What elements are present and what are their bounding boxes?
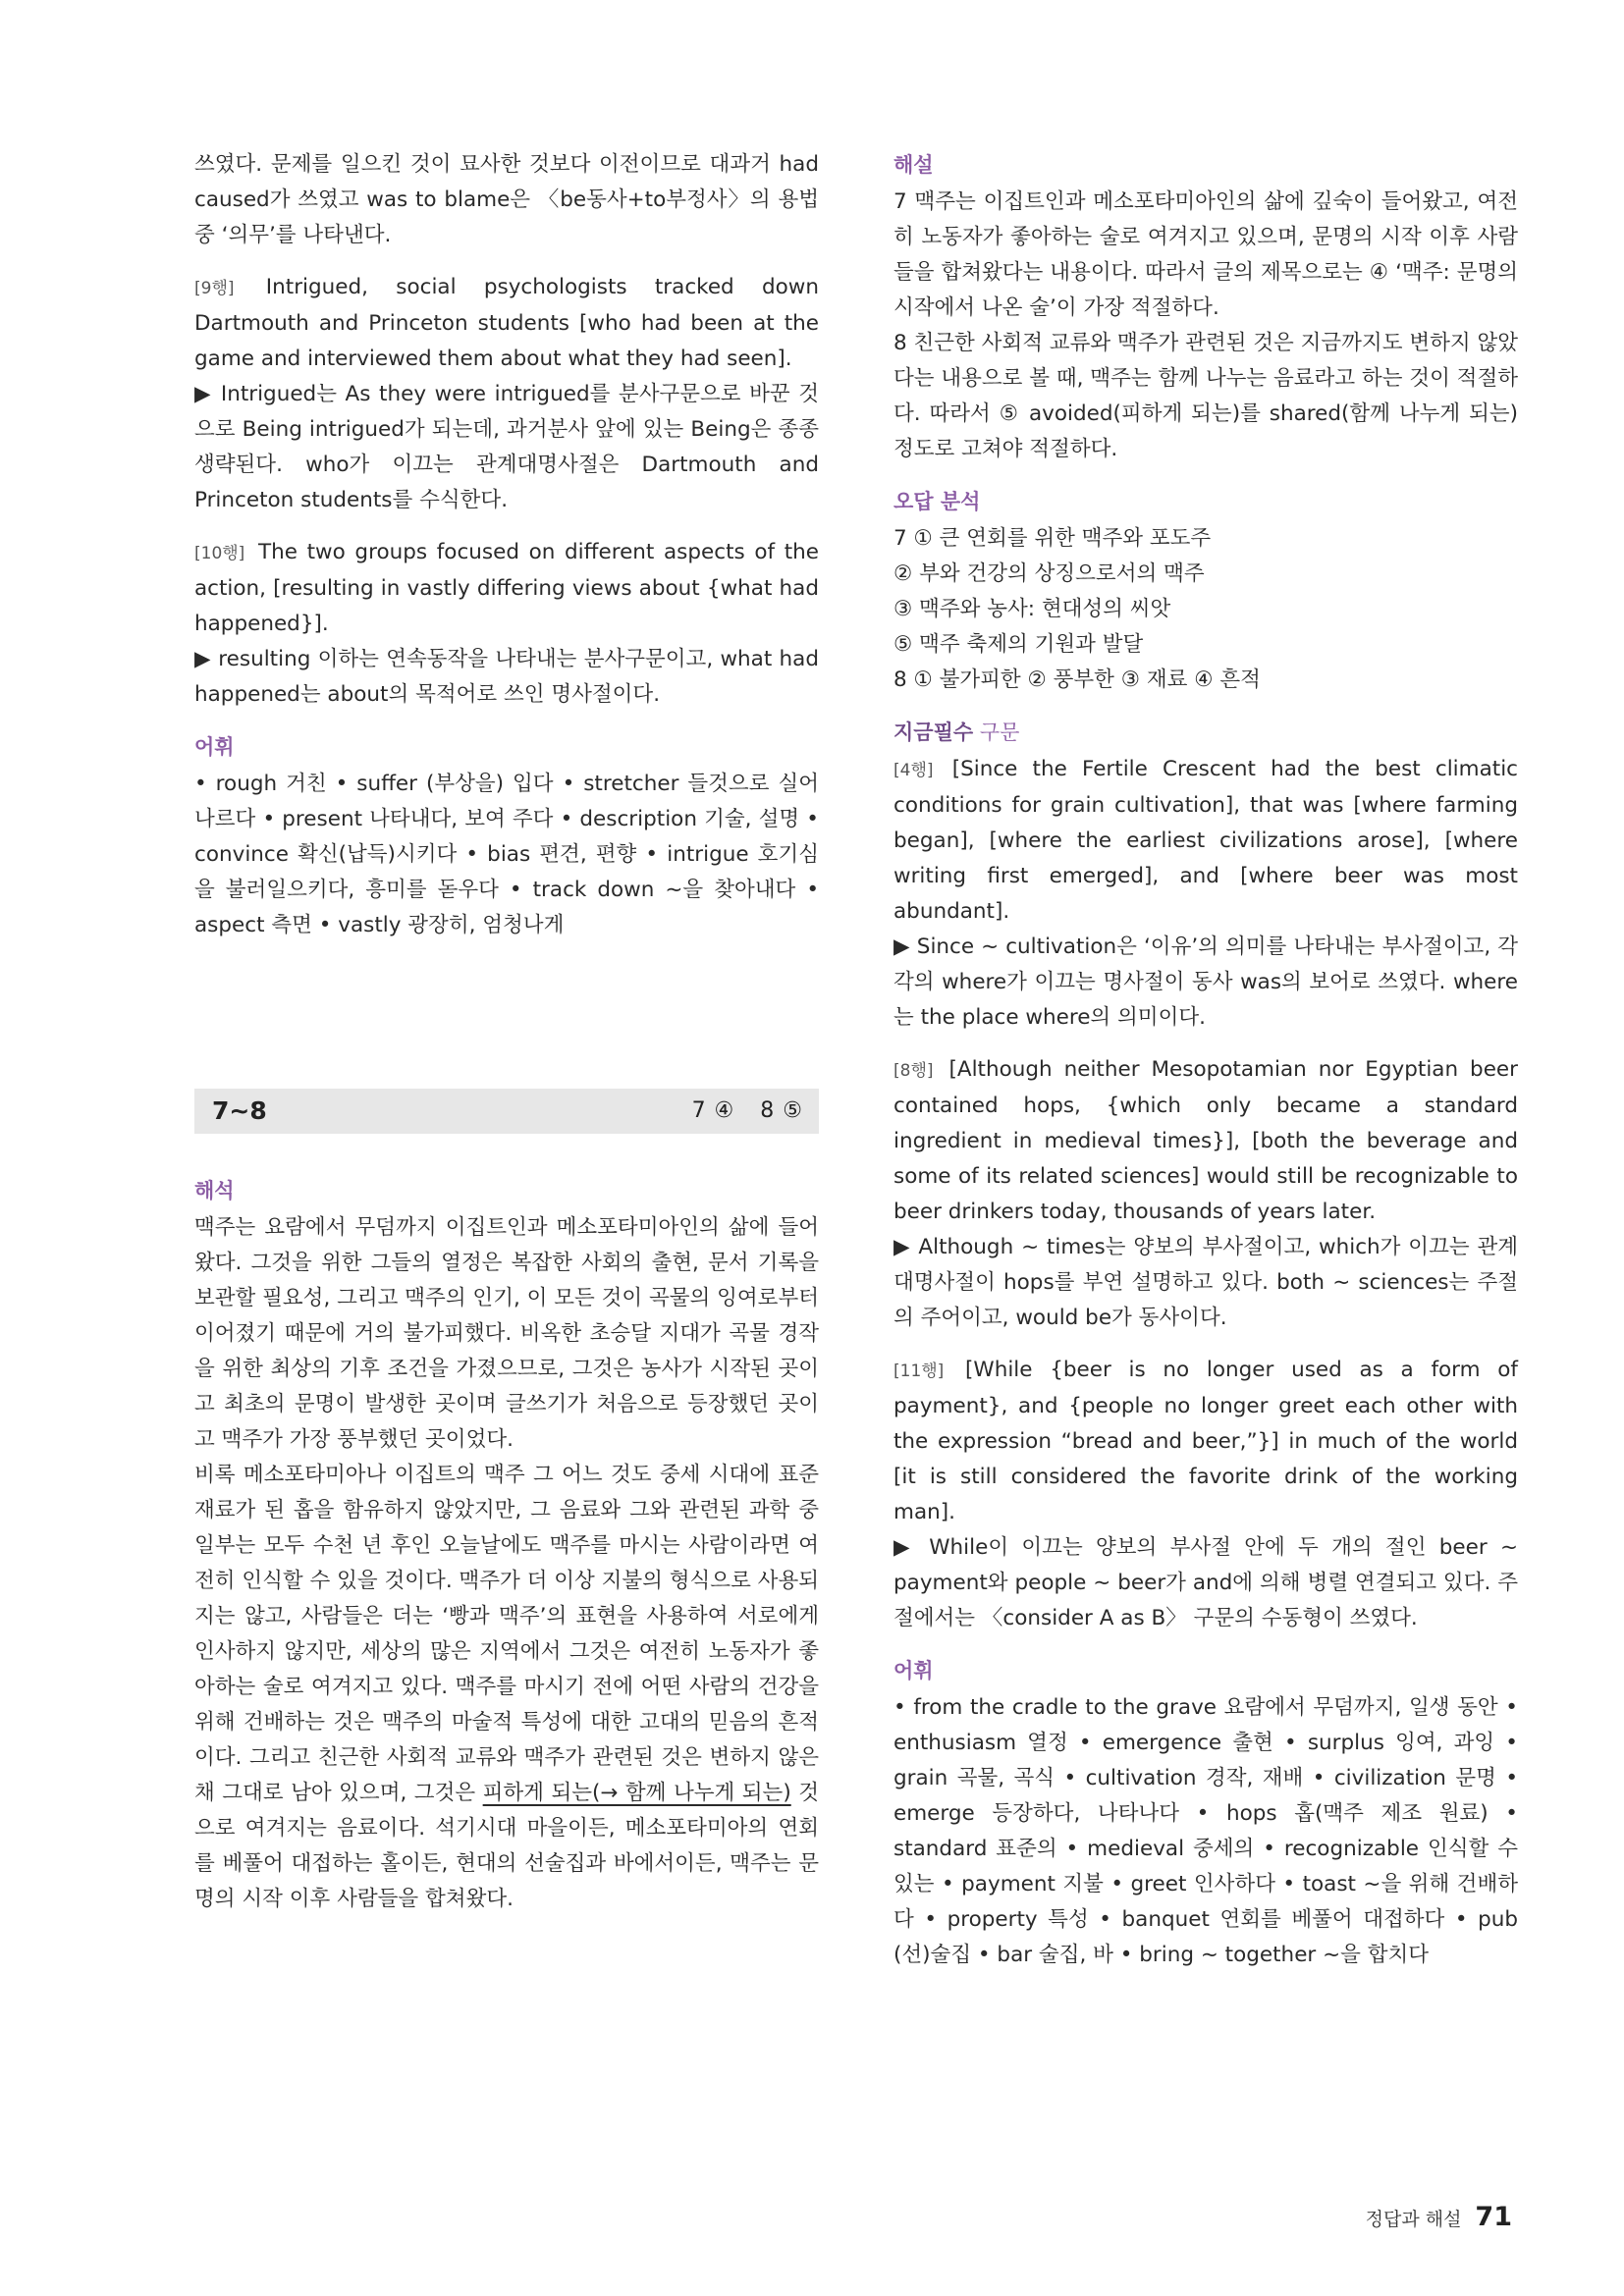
intro-text: 쓰였다. 문제를 일으킨 것이 묘사한 것보다 이전이므로 대과거 had caused가 쓰였고 was to blame은 〈be동사+to부정사〉의 용법 중 ‘의무’를 나타낸다. bbox=[194, 152, 819, 247]
underlined-phrase: 피하게 되는(→ 함께 나누게 되는) bbox=[482, 1781, 791, 1805]
sentence-11-text bbox=[893, 1353, 1518, 1530]
sentence-4-text bbox=[893, 752, 1518, 930]
wrong-answer-item: 7 ① 큰 연회를 위한 맥주와 포도주 bbox=[893, 526, 1212, 551]
line-tag: [10행] bbox=[194, 544, 245, 563]
translation-paragraph-2 bbox=[194, 1458, 819, 1917]
wrong-answer-item: ③ 맥주와 농사: 현대성의 씨앗 bbox=[893, 597, 1171, 621]
sentence-10 bbox=[194, 535, 819, 713]
sentence-8 bbox=[893, 1052, 1518, 1336]
answer-7: 7 ④ bbox=[691, 1098, 735, 1123]
sentence-english: Intrigued, social psychologists tracked down Dartmouth and Princeton students [who had been at the game and interviewed them about what they had seen]. bbox=[194, 275, 819, 371]
sentence-10-text bbox=[194, 535, 819, 642]
sentence-10-note: ▶ resulting 이하는 연속동작을 나타내는 분사구문이고, what had happened는 about의 목적어로 쓰인 명사절이다. bbox=[194, 647, 819, 707]
sentence-8-note: ▶ Although ~ times는 양보의 부사절이고, which가 이끄는 관계대명사절이 hops를 부연 설명하고 있다. both ~ sciences는 주절의 주어이고, would be가 동사이다. bbox=[893, 1235, 1518, 1330]
right-column bbox=[893, 147, 1518, 1973]
page-number: 71 bbox=[1475, 2202, 1512, 2232]
answer-8: 8 ⑤ bbox=[760, 1098, 803, 1123]
wrong-answer-item: ⑤ 맥주 축제의 기원과 발달 bbox=[893, 632, 1144, 657]
wrong-answer-heading: 오답 분석 bbox=[893, 490, 981, 513]
left-column bbox=[194, 147, 819, 1917]
explanation-8: 8 친근한 사회적 교류와 맥주가 관련된 것은 지금까지도 변하지 않았다는 내용으로 볼 때, 맥주는 함께 나누는 음료라고 하는 것이 적절하다. 따라서 ⑤ avoided(피하게 되는)를 shared(함께 나누게 되는) 정도로 고쳐야 적절하다. bbox=[893, 331, 1518, 461]
sentence-9-note: ▶ Intrigued는 As they were intrigued를 분사구문으로 바꾼 것으로 Being intrigued가 되는데, 과거분사 앞에 있는 Being은 종종 생략된다. who가 이끄는 관계대명사절은 Dartmouth and Princeton students를 수식한다. bbox=[194, 382, 819, 512]
line-tag: [9행] bbox=[194, 279, 235, 298]
sentence-11 bbox=[893, 1353, 1518, 1636]
sentence-english: [Although neither Mesopotamian nor Egyptian beer contained hops, {which only became a standard ingredient in medieval times}], [both the beverage and some of its related sciences] would still be recognizable to beer drinkers today, thousands of years later. bbox=[893, 1057, 1518, 1224]
footer-label: 정답과 해설 bbox=[1365, 2209, 1462, 2230]
line-tag: [11행] bbox=[893, 1362, 945, 1381]
translation-paragraph-1: 맥주는 요람에서 무덤까지 이집트인과 메소포타미아인의 삶에 들어왔다. 그것을 위한 그들의 열정은 복잡한 사회의 출현, 문서 기록을 보관할 필요성, 그리고 맥주의 인기, 이 모든 것이 곡물의 잉여로부터 이어졌기 때문에 거의 불가피했다. 비옥한 초승달 지대가 곡물 경작을 위한 최상의 기후 조건을 가졌으므로, 그것은 농사가 시작된 곳이고 최초의 문명이 발생한 곳이며 글쓰기가 처음으로 등장했던 곳이고 맥주가 가장 풍부했던 곳이었다. bbox=[194, 1215, 819, 1452]
vocab-heading: 어휘 bbox=[194, 735, 235, 759]
translation-heading: 해석 bbox=[194, 1179, 235, 1202]
sentence-english: [Since the Fertile Crescent had the best climatic conditions for grain cultivation], that was [where farming began], [where the earliest civilizations arose], [where writing first emerged], and [where beer was most abundant]. bbox=[893, 757, 1518, 924]
translation-text: 비록 메소포타미아나 이집트의 맥주 그 어느 것도 중세 시대에 표준 재료가 된 홉을 함유하지 않았지만, 그 음료와 그와 관련된 과학 중 일부는 모두 수천 년 후인 오늘날에도 맥주를 마시는 사람이라면 여전히 인식할 수 있을 것이다. 맥주가 더 이상 지불의 형식으로 사용되지는 않고, 사람들은 더는 ‘빵과 맥주’의 표현을 사용하여 서로에게 인사하지 않지만, 세상의 많은 지역에서 그것은 여전히 노동자가 좋아하는 술로 여겨지고 있다. 맥주를 마시기 전에 어떤 사람의 건강을 위해 건배하는 것은 맥주의 마술적 특성에 대한 고대의 믿음의 흔적이다. 그리고 친근한 사회적 교류와 맥주가 관련된 것은 변하지 않은 채 그대로 남아 있으며, 그것은 bbox=[194, 1463, 819, 1805]
page-footer bbox=[1355, 2202, 1512, 2232]
vocab-text-right: • from the cradle to the grave 요람에서 무덤까지, 일생 동안 • enthusiasm 열정 • emergence 출현 • surplus 잉여, 과잉 • grain 곡물, 곡식 • cultivation 경작, 재배 • civilization 문명 • emerge 등장하다, 나타나다 • hops 홉(맥주 제조 원료) • standard 표준의 • medieval 중세의 • recognizable 인식할 수 있는 • payment 지불 • greet 인사하다 • toast ~을 위해 건배하다 • property 특성 • banquet 연회를 베풀어 대접하다 • pub (선)술집 • bar 술집, 바 • bring ~ together ~을 합치다 bbox=[893, 1695, 1518, 1967]
wrong-answer-item: ② 부와 건강의 상징으로서의 맥주 bbox=[893, 561, 1205, 586]
section-label: 7~8 bbox=[212, 1096, 267, 1125]
line-tag: [4행] bbox=[893, 761, 934, 780]
vocab-heading-right: 어휘 bbox=[893, 1659, 934, 1682]
sentence-4 bbox=[893, 752, 1518, 1036]
syntax-heading-sub: 구문 bbox=[973, 721, 1020, 744]
sentence-8-text bbox=[893, 1052, 1518, 1230]
line-tag: [8행] bbox=[893, 1061, 934, 1081]
vocab-list-right bbox=[893, 1690, 1518, 1973]
explanation-heading: 해설 bbox=[893, 153, 934, 177]
vocab-list bbox=[194, 767, 819, 943]
explanation-7: 7 맥주는 이집트인과 메소포타미아인의 삶에 깊숙이 들어왔고, 여전히 노동자가 좋아하는 술로 여겨지고 있으며, 문명의 시작 이후 사람들을 합쳐왔다는 내용이다. 따라서 글의 제목으로는 ④ ‘맥주: 문명의 시작에서 나온 술’이 가장 적절하다. bbox=[893, 189, 1518, 320]
syntax-heading bbox=[893, 715, 1518, 750]
vocab-text: • rough 거친 • suffer (부상을) 입다 • stretcher 들것으로 실어 나르다 • present 나타내다, 보여 주다 • description 기술, 설명 • convince 확신(납득)시키다 • bias 편견, 편향 • intrigue 호기심을 불러일으키다, 흥미를 돋우다 • track down ~을 찾아내다 • aspect 측면 • vastly 광장히, 엄청나게 bbox=[194, 772, 819, 937]
translation-text-end: 것으로 여겨지는 음료이다. 석기시대 마을이든, 메소포타미아의 연회를 베풀어 대접하는 홀이든, 현대의 선술집과 바에서이든, 맥주는 문명의 시작 이후 사람들을 합쳐왔다. bbox=[194, 1781, 820, 1911]
sentence-english: The two groups focused on different aspects of the action, [resulting in vastly differing views about {what had happened}]. bbox=[194, 540, 819, 636]
answer-key bbox=[667, 1094, 803, 1129]
sentence-9-text bbox=[194, 270, 819, 377]
sentence-9 bbox=[194, 270, 819, 518]
section-header-7-8 bbox=[194, 1089, 819, 1134]
sentence-4-note: ▶ Since ~ cultivation은 ‘이유’의 의미를 나타내는 부사절이고, 각각의 where가 이끄는 명사절이 동사 was의 보어로 쓰였다. where는 the place where의 의미이다. bbox=[893, 934, 1518, 1030]
syntax-heading-main: 지금필수 bbox=[893, 721, 974, 744]
sentence-english: [While {beer is no longer used as a form of payment}, and {people no longer greet each other with the expression “bread and beer,”}] in much of the world [it is still considered the favorite drink of the working man]. bbox=[893, 1358, 1518, 1524]
sentence-11-note: ▶ While이 이끄는 양보의 부사절 안에 두 개의 절인 beer ~ payment와 people ~ beer가 and에 의해 병렬 연결되고 있다. 주절에서는 〈consider A as B〉 구문의 수동형이 쓰였다. bbox=[893, 1535, 1518, 1630]
wrong-answer-item: 8 ① 불가피한 ② 풍부한 ③ 재료 ④ 흔적 bbox=[893, 667, 1261, 692]
wrong-answer-list bbox=[893, 521, 1518, 698]
